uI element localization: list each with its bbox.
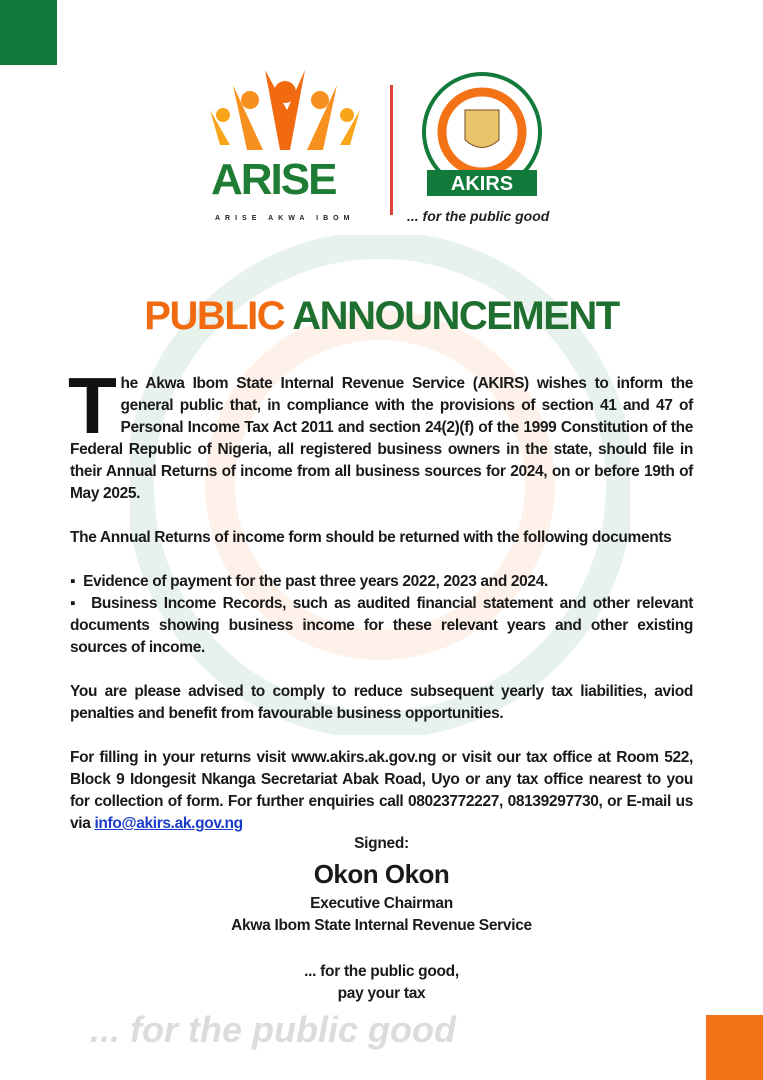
title-public: PUBLIC <box>144 294 285 338</box>
announcement-body <box>68 361 694 857</box>
closing-line-1: ... for the public good, <box>304 963 459 980</box>
drop-cap: T <box>68 361 117 450</box>
title-announcement: ANNOUNCEMENT <box>292 294 619 338</box>
arise-people-icon <box>205 70 365 155</box>
signatory-role: Executive Chairman <box>310 895 453 912</box>
akirs-badge-text: AKIRS <box>450 173 514 195</box>
logos-header <box>205 70 565 230</box>
intro-paragraph <box>68 361 693 505</box>
signatory-name: Okon Okon <box>313 859 450 889</box>
intro-text: he Akwa Ibom State Internal Revenue Service (AKIRS) wishes to inform the general public that, in compliance with the provisions of section 41 and 47 of Personal Income Tax Act 2011 and section 24(2)(f) of the 1999 Constitution of the Federal Republic of Nigeria, all registered business owners in the state, should file in their Annual Returns of income from all business sources for 2024, on or before 19th of May 2025. <box>70 375 693 502</box>
arise-logo <box>205 70 375 225</box>
bullet-item: ▪ Business Income Records, such as audited financial statement and other relevant documents showing business income for these relevant years and other existing sources of income. <box>70 595 694 656</box>
arise-subtitle: ARISE AKWA IBOM <box>215 215 355 222</box>
documents-intro: The Annual Returns of income form should be returned with the following documents <box>70 529 672 546</box>
email-link[interactable]: info@akirs.ak.gov.ng <box>94 815 243 832</box>
advice-paragraph: You are please advised to comply to reduce subsequent yearly tax liabilities, aviod penalties and benefit from favourable business opportunities. <box>70 683 693 722</box>
corner-green-block <box>0 0 57 65</box>
signed-label: Signed: <box>354 835 409 852</box>
contact-paragraph <box>70 747 693 835</box>
page-title <box>0 292 763 340</box>
bullet-text: Business Income Records, such as audited financial statement and other relevant documents showing business income for these relevant years and other existing sources of income. <box>70 595 694 656</box>
arise-wordmark: ARISE <box>211 155 336 204</box>
watermark-text: ... for the public good <box>90 1009 456 1050</box>
signatory-org: Akwa Ibom State Internal Revenue Service <box>231 917 532 934</box>
closing-line-2: pay your tax <box>337 985 426 1002</box>
bullet-text: Evidence of payment for the past three years 2022, 2023 and 2024. <box>83 573 548 590</box>
signature-block <box>0 833 763 1005</box>
logo-divider <box>390 85 393 215</box>
bullet-item: ▪ Evidence of payment for the past three years 2022, 2023 and 2024. <box>70 573 548 590</box>
contact-text: For filling in your returns visit www.akirs.ak.gov.ng or visit our tax office at Room 522, Block 9 Idongesit Nkanga Secretariat Abak Road, Uyo or any tax office nearest to you for collection of form. For further enquiries call 08023772227, 08139297730, or E-mail us via <box>70 749 693 832</box>
akirs-tagline: ... for the public good <box>407 208 550 224</box>
akirs-seal-logo <box>415 70 550 205</box>
corner-orange-block <box>706 1015 763 1080</box>
